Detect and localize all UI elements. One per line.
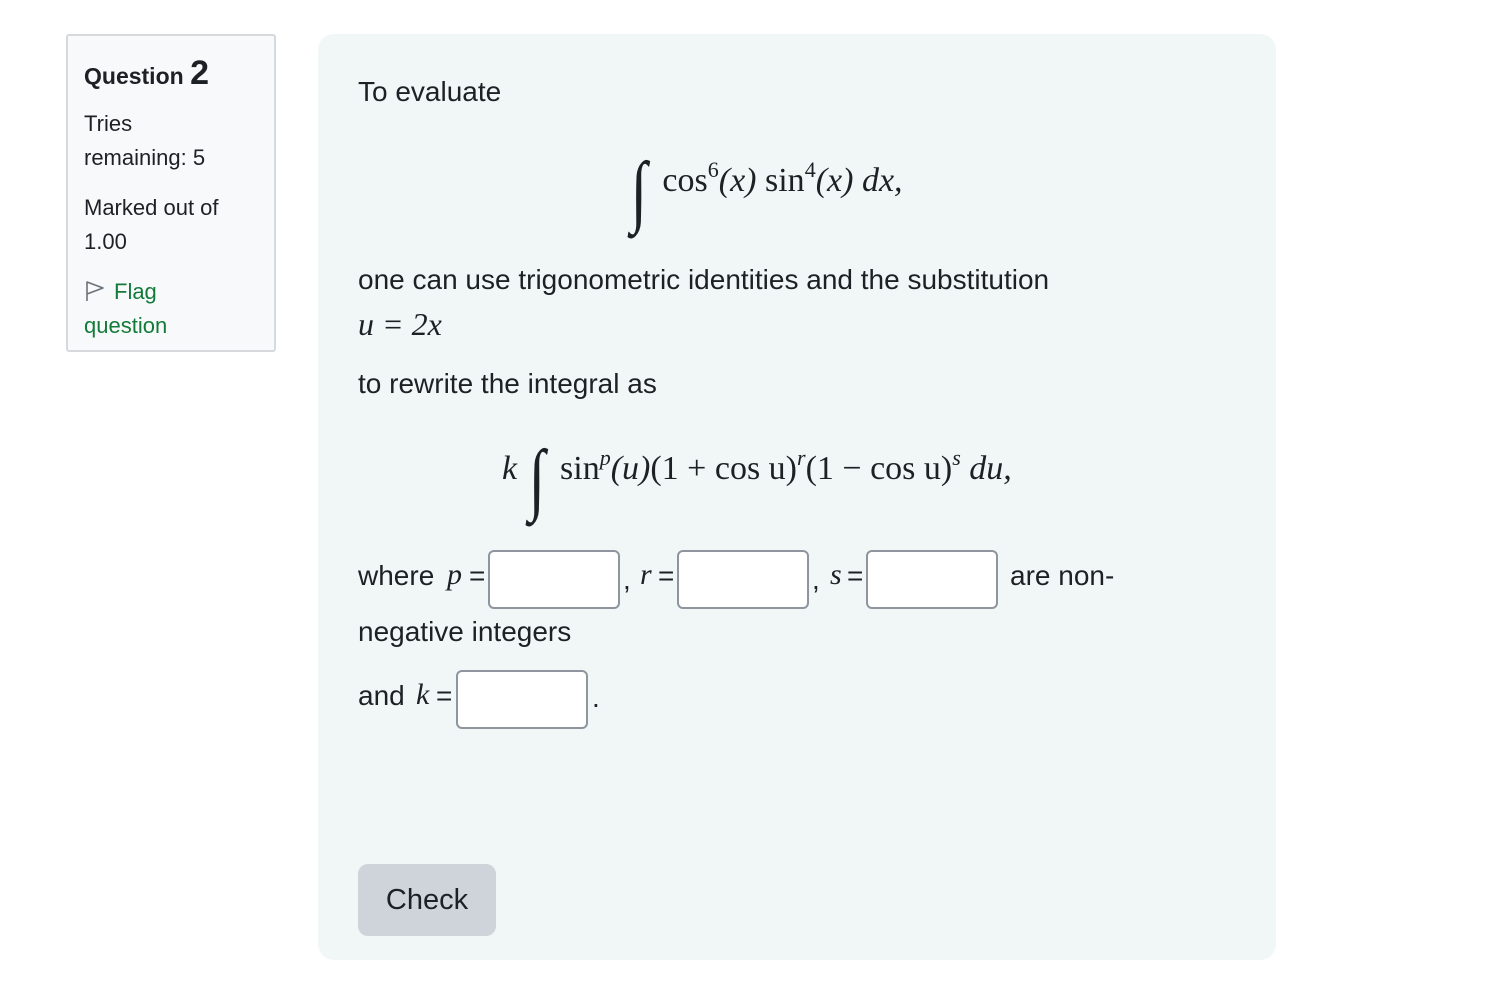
period: . [592, 682, 600, 713]
sin-arg: (x) [815, 162, 854, 199]
check-button[interactable]: Check [358, 864, 496, 936]
question-formulation [318, 34, 1276, 960]
s-exponent: s [952, 445, 961, 470]
question-info-panel [66, 34, 276, 352]
integral-sign: ∫ [630, 147, 648, 235]
comma-2: , [812, 564, 820, 595]
flag-icon [84, 280, 106, 302]
question-number-value: 2 [190, 54, 209, 92]
tries-line2: remaining: 5 [84, 145, 206, 170]
p-equals: = [469, 560, 486, 591]
and-label: and [358, 680, 405, 711]
cos-exponent: 6 [707, 157, 719, 182]
k-label: k [416, 678, 430, 711]
p-answer-input[interactable] [488, 550, 620, 609]
one-plus-cos: (1 + cos u) [650, 450, 798, 487]
r-equals: = [658, 560, 675, 591]
where-label: where [358, 560, 435, 591]
s-label: s [830, 558, 842, 591]
marked-line1: Marked out of [84, 195, 219, 220]
integral-expression-2 [502, 434, 1012, 525]
p-exponent: p [599, 445, 611, 470]
sin-fn: sin [765, 162, 805, 199]
marked-out-of [84, 191, 258, 259]
marked-line2: 1.00 [84, 229, 127, 254]
flag-question-link[interactable] [84, 275, 258, 343]
s-equals: = [847, 560, 864, 591]
integral-expression-1 [628, 146, 903, 237]
differential-dx: dx, [861, 162, 903, 199]
k-answer-input[interactable] [456, 670, 588, 729]
differential-du: du, [969, 450, 1012, 487]
integral-sign-2: ∫ [528, 435, 545, 523]
negative-integers-text: negative integers [358, 616, 572, 647]
flag-line1[interactable]: Flag [114, 279, 157, 304]
k-equals: = [436, 680, 453, 711]
intro-text: To evaluate [358, 76, 502, 107]
are-non-text: are non- [1010, 560, 1115, 591]
tries-remaining [84, 107, 258, 175]
rewrite-text: to rewrite the integral as [358, 368, 657, 399]
comma-1: , [623, 564, 631, 595]
s-answer-input[interactable] [866, 550, 998, 609]
cos-arg: (x) [718, 162, 757, 199]
tries-line1: Tries [84, 111, 133, 136]
flag-line2[interactable]: question [84, 313, 168, 338]
question-number [84, 54, 258, 93]
r-label: r [640, 558, 652, 591]
u-arg: (u) [610, 450, 651, 487]
sin-fn-2: sin [560, 450, 600, 487]
one-minus-cos: (1 − cos u) [805, 450, 953, 487]
r-answer-input[interactable] [677, 550, 809, 609]
r-exponent: r [797, 445, 806, 470]
k-coefficient: k [502, 450, 518, 487]
cos-fn: cos [662, 162, 708, 199]
p-label: p [447, 558, 462, 591]
sin-exponent: 4 [804, 157, 816, 182]
question-word: Question [84, 63, 184, 89]
identities-text: one can use trigonometric identities and the substitution [358, 264, 1050, 295]
substitution-formula: u = 2x [358, 306, 442, 342]
